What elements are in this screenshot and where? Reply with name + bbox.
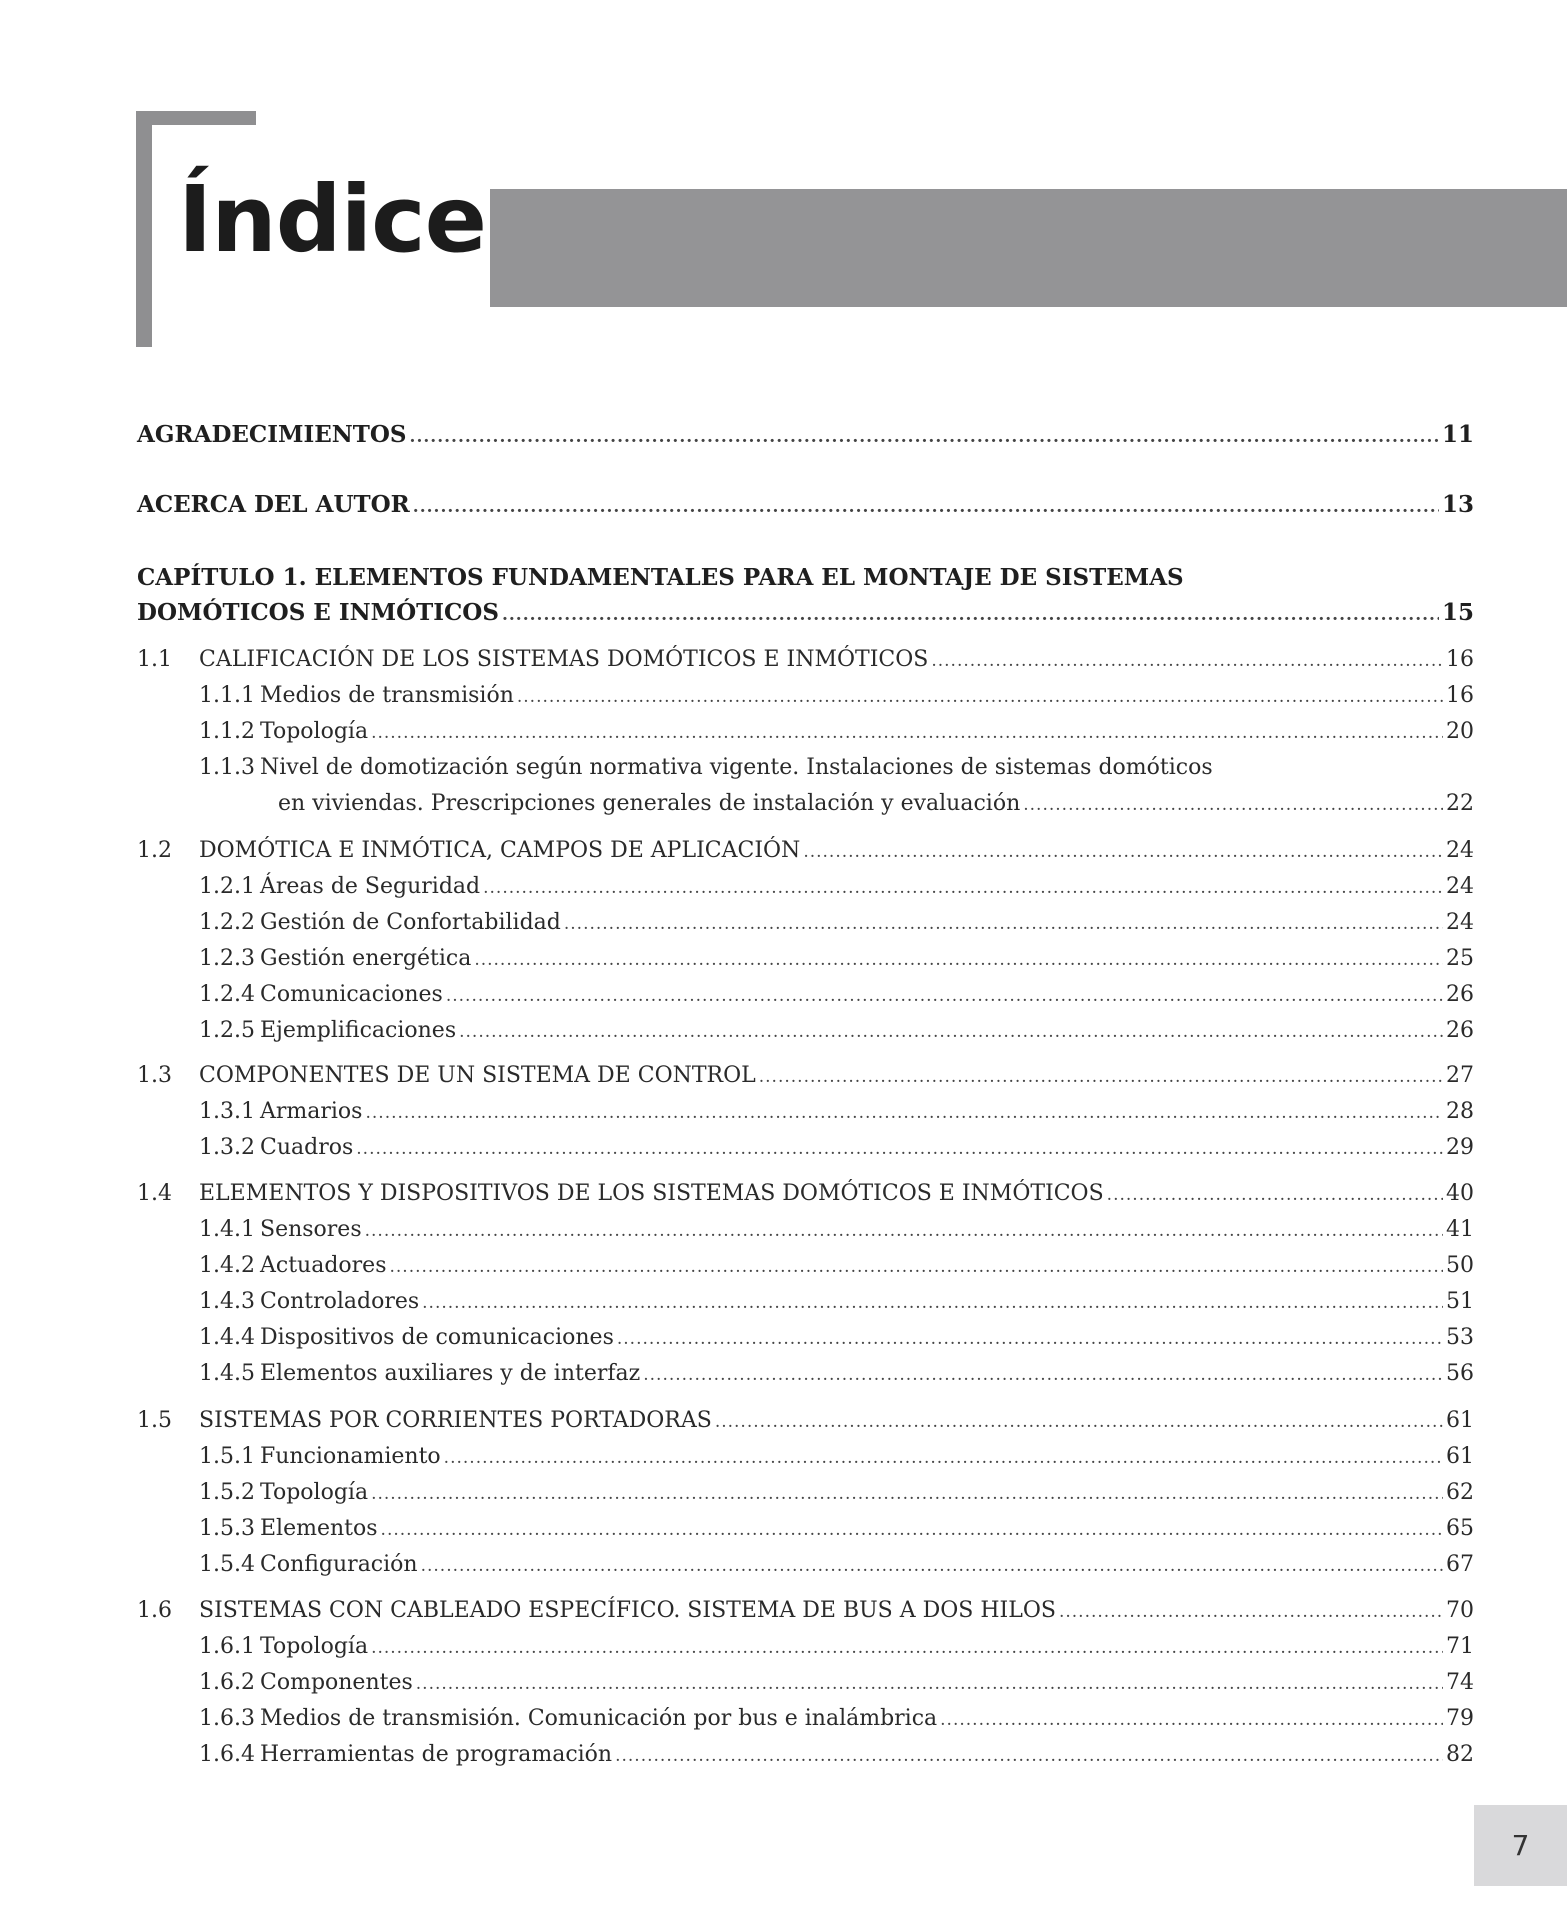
- toc-number: 1.5.2: [199, 1480, 255, 1505]
- toc-page: 28: [1446, 1099, 1474, 1124]
- toc-number: 1.1.2: [199, 719, 255, 744]
- toc-leader: [421, 1551, 1443, 1581]
- toc-page: 56: [1446, 1361, 1474, 1386]
- toc-page: 24: [1446, 910, 1474, 935]
- toc-leader: [1059, 1597, 1443, 1627]
- toc-entry-1-5-1[interactable]: [137, 1442, 1474, 1473]
- toc-entry-1-1-3[interactable]: [137, 789, 1474, 820]
- toc-entry-1-3-1[interactable]: [137, 1097, 1474, 1128]
- toc-number: 1.4: [137, 1181, 172, 1206]
- toc-entry-1-6-1[interactable]: [137, 1632, 1474, 1663]
- toc-page: 24: [1446, 838, 1474, 863]
- toc-label: Topología: [260, 1480, 369, 1505]
- toc-page: 61: [1446, 1444, 1474, 1469]
- toc-label: Medios de transmisión. Comunicación por bus e inalámbrica: [260, 1706, 938, 1731]
- toc-entry-1-6-2[interactable]: [137, 1668, 1474, 1699]
- toc-leader: [617, 1324, 1443, 1354]
- toc-entry-1-4-2[interactable]: [137, 1251, 1474, 1282]
- toc-label: Controladores: [260, 1289, 420, 1314]
- toc-number: 1.5: [137, 1408, 172, 1433]
- toc-page: 26: [1446, 1018, 1474, 1043]
- toc-label: Gestión energética: [260, 946, 472, 971]
- toc-entry-1-2-1[interactable]: [137, 872, 1474, 903]
- toc-label: Configuración: [260, 1552, 418, 1577]
- toc-label: Gestión de Confortabilidad: [260, 910, 561, 935]
- toc-page: 82: [1446, 1742, 1474, 1767]
- toc-number: 1.1: [137, 647, 172, 672]
- toc-number: 1.6.2: [199, 1670, 255, 1695]
- toc-leader: [1107, 1180, 1443, 1210]
- toc-page: 53: [1446, 1325, 1474, 1350]
- toc-page: 16: [1446, 683, 1474, 708]
- toc-leader: [517, 682, 1443, 712]
- toc-entry-1-4-3[interactable]: [137, 1287, 1474, 1318]
- toc-page: 29: [1446, 1135, 1474, 1160]
- toc-entry-1-2-4[interactable]: [137, 980, 1474, 1011]
- toc-page: 15: [1441, 599, 1474, 626]
- toc-entry-1-5-4[interactable]: [137, 1550, 1474, 1581]
- toc-leader: [413, 492, 1439, 522]
- toc-page: 51: [1446, 1289, 1474, 1314]
- toc-label: AGRADECIMIENTOS: [137, 421, 407, 448]
- toc-number: 1.2.5: [199, 1018, 255, 1043]
- toc-leader: [1023, 790, 1443, 820]
- page-number: 7: [1511, 1829, 1530, 1862]
- toc-label: Áreas de Seguridad: [260, 874, 481, 899]
- page-title: Índice: [178, 166, 487, 273]
- toc-leader: [416, 1669, 1443, 1699]
- toc-page: 70: [1446, 1598, 1474, 1623]
- table-of-contents: [137, 0, 1474, 1921]
- toc-leader: [371, 1479, 1443, 1509]
- toc-number: 1.4.1: [199, 1217, 255, 1242]
- toc-leader: [390, 1252, 1444, 1282]
- toc-leader: [371, 1633, 1443, 1663]
- toc-leader: [381, 1515, 1443, 1545]
- toc-leader: [422, 1288, 1443, 1318]
- toc-page: 26: [1446, 982, 1474, 1007]
- toc-leader: [564, 909, 1443, 939]
- toc-label: Nivel de domotización según normativa vigente. Instalaciones de sistemas domóticos: [260, 755, 1213, 780]
- toc-entry-chapter-1[interactable]: [137, 598, 1474, 630]
- toc-number: 1.6.4: [199, 1742, 255, 1767]
- toc-entry-acerca-del-autor[interactable]: [137, 490, 1474, 522]
- toc-entry-1-2-3[interactable]: [137, 944, 1474, 975]
- toc-label: DOMÓTICOS E INMÓTICOS: [137, 599, 499, 626]
- toc-leader: [474, 945, 1443, 975]
- toc-label: ELEMENTOS Y DISPOSITIVOS DE LOS SISTEMAS DOMÓTICOS E INMÓTICOS: [199, 1181, 1104, 1206]
- toc-label: COMPONENTES DE UN SISTEMA DE CONTROL: [199, 1063, 756, 1088]
- toc-page: 24: [1446, 874, 1474, 899]
- toc-page: 13: [1441, 491, 1474, 518]
- toc-leader: [759, 1062, 1443, 1092]
- toc-leader: [643, 1360, 1443, 1390]
- toc-page: 41: [1446, 1217, 1474, 1242]
- toc-entry-1-6-4[interactable]: [137, 1740, 1474, 1771]
- toc-number: 1.5.3: [199, 1516, 255, 1541]
- toc-number: 1.2.2: [199, 910, 255, 935]
- toc-page: 11: [1441, 421, 1474, 448]
- toc-label: Cuadros: [260, 1135, 354, 1160]
- toc-entry-agradecimientos[interactable]: [137, 420, 1474, 452]
- toc-page: 16: [1446, 647, 1474, 672]
- toc-page: 62: [1446, 1480, 1474, 1505]
- toc-page: 74: [1446, 1670, 1474, 1695]
- toc-entry-1-2[interactable]: [137, 836, 1474, 867]
- toc-leader: [365, 1098, 1443, 1128]
- toc-number: 1.4.3: [199, 1289, 255, 1314]
- toc-entry-1-1-3-line1[interactable]: [137, 753, 1474, 783]
- toc-label: Actuadores: [260, 1253, 387, 1278]
- toc-page: 67: [1446, 1552, 1474, 1577]
- toc-number: 1.3.1: [199, 1099, 255, 1124]
- toc-label: DOMÓTICA E INMÓTICA, CAMPOS DE APLICACIÓN: [199, 838, 801, 863]
- toc-entry-1-1[interactable]: [137, 645, 1474, 676]
- toc-leader: [444, 1443, 1443, 1473]
- toc-entry-1-5-2[interactable]: [137, 1478, 1474, 1509]
- toc-page: 40: [1446, 1181, 1474, 1206]
- toc-number: 1.2: [137, 838, 172, 863]
- toc-page: 61: [1446, 1408, 1474, 1433]
- toc-leader: [940, 1705, 1443, 1735]
- toc-leader: [365, 1216, 1443, 1246]
- toc-leader: [410, 422, 1439, 452]
- toc-number: 1.4.5: [199, 1361, 255, 1386]
- toc-entry-1-4-4[interactable]: [137, 1323, 1474, 1354]
- toc-entry-1-2-2[interactable]: [137, 908, 1474, 939]
- toc-entry-1-4-5[interactable]: [137, 1359, 1474, 1390]
- toc-number: 1.2.4: [199, 982, 255, 1007]
- toc-entry-1-5[interactable]: [137, 1406, 1474, 1437]
- toc-leader: [615, 1741, 1443, 1771]
- toc-number: 1.6.1: [199, 1634, 255, 1659]
- toc-label: ACERCA DEL AUTOR: [137, 491, 410, 518]
- chapter-1-title-line1[interactable]: CAPÍTULO 1. ELEMENTOS FUNDAMENTALES PARA EL MONTAJE DE SISTEMAS: [137, 564, 1184, 591]
- toc-leader: [502, 600, 1439, 630]
- toc-leader: [371, 718, 1443, 748]
- toc-entry-1-6-3[interactable]: [137, 1704, 1474, 1735]
- toc-label: Armarios: [260, 1099, 363, 1124]
- toc-label: SISTEMAS CON CABLEADO ESPECÍFICO. SISTEMA DE BUS A DOS HILOS: [199, 1598, 1056, 1623]
- toc-entry-1-1-1[interactable]: [137, 681, 1474, 712]
- toc-leader: [715, 1407, 1443, 1437]
- toc-leader: [803, 837, 1443, 867]
- toc-entry-1-4[interactable]: [137, 1179, 1474, 1210]
- toc-label: Herramientas de programación: [260, 1742, 613, 1767]
- toc-label: Componentes: [260, 1670, 413, 1695]
- toc-leader: [356, 1134, 1443, 1164]
- toc-number: 1.5.4: [199, 1552, 255, 1577]
- toc-label: Topología: [260, 1634, 369, 1659]
- toc-label: Comunicaciones: [260, 982, 443, 1007]
- toc-label: en viviendas. Prescripciones generales de instalación y evaluación: [278, 791, 1021, 816]
- toc-leader: [446, 981, 1443, 1011]
- toc-label: Topología: [260, 719, 369, 744]
- toc-label: Elementos auxiliares y de interfaz: [260, 1361, 641, 1386]
- toc-page: 71: [1446, 1634, 1474, 1659]
- toc-entry-1-5-3[interactable]: [137, 1514, 1474, 1545]
- toc-label: Elementos: [260, 1516, 378, 1541]
- toc-leader: [483, 873, 1443, 903]
- toc-label: CALIFICACIÓN DE LOS SISTEMAS DOMÓTICOS E INMÓTICOS: [199, 647, 929, 672]
- toc-number: 1.4.4: [199, 1325, 255, 1350]
- toc-number: 1.6.3: [199, 1706, 255, 1731]
- toc-entry-1-1-2[interactable]: [137, 717, 1474, 748]
- toc-page: 79: [1446, 1706, 1474, 1731]
- toc-entry-1-2-5[interactable]: [137, 1016, 1474, 1047]
- toc-label: Dispositivos de comunicaciones: [260, 1325, 614, 1350]
- toc-number: 1.3: [137, 1063, 172, 1088]
- toc-label: SISTEMAS POR CORRIENTES PORTADORAS: [199, 1408, 712, 1433]
- toc-number: 1.1.3: [199, 755, 255, 780]
- toc-label: Funcionamiento: [260, 1444, 441, 1469]
- toc-number: 1.2.1: [199, 874, 255, 899]
- toc-number: 1.6: [137, 1598, 172, 1623]
- toc-entry-1-6[interactable]: [137, 1596, 1474, 1627]
- toc-number: 1.3.2: [199, 1135, 255, 1160]
- toc-number: 1.5.1: [199, 1444, 255, 1469]
- toc-number: 1.1.1: [199, 683, 255, 708]
- toc-label: Ejemplificaciones: [260, 1018, 457, 1043]
- toc-page: 20: [1446, 719, 1474, 744]
- toc-entry-1-3-2[interactable]: [137, 1133, 1474, 1164]
- toc-number: 1.4.2: [199, 1253, 255, 1278]
- toc-leader: [931, 646, 1443, 676]
- toc-label: Sensores: [260, 1217, 362, 1242]
- toc-page: 65: [1446, 1516, 1474, 1541]
- toc-page: 50: [1446, 1253, 1474, 1278]
- toc-number: 1.2.3: [199, 946, 255, 971]
- toc-page: 27: [1446, 1063, 1474, 1088]
- toc-entry-1-3[interactable]: [137, 1061, 1474, 1092]
- toc-leader: [459, 1017, 1443, 1047]
- toc-label: Medios de transmisión: [260, 683, 514, 708]
- toc-page: 22: [1446, 791, 1474, 816]
- toc-entry-1-4-1[interactable]: [137, 1215, 1474, 1246]
- toc-page: 25: [1446, 946, 1474, 971]
